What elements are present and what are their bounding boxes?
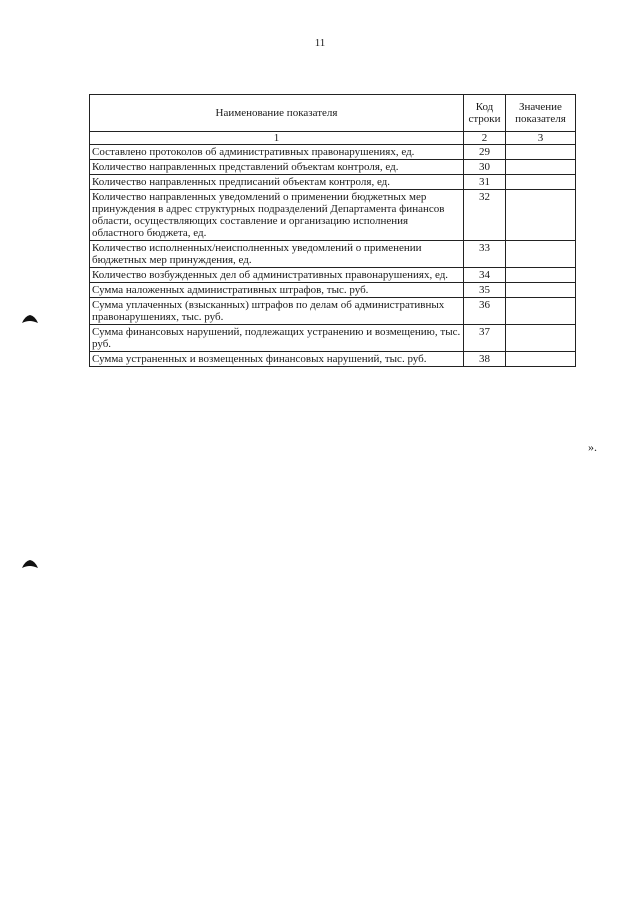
- indicator-name: Сумма наложенных административных штрафов, тыс. руб.: [90, 283, 464, 298]
- row-code: 30: [464, 160, 506, 175]
- column-number: 1: [90, 132, 464, 145]
- indicator-name: Сумма уплаченных (взысканных) штрафов по делам об административных правонарушениях, тыс. руб.: [90, 298, 464, 325]
- indicator-value: [506, 241, 576, 268]
- table-row: [90, 283, 576, 298]
- indicator-value: [506, 175, 576, 190]
- indicator-value: [506, 160, 576, 175]
- row-code: 32: [464, 190, 506, 241]
- indicator-value: [506, 190, 576, 241]
- row-code: 35: [464, 283, 506, 298]
- closing-quote: ».: [588, 440, 597, 454]
- row-code: 31: [464, 175, 506, 190]
- punch-hole-mark: [22, 315, 38, 324]
- indicator-name: Количество направленных уведомлений о применении бюджетных мер принуждения в адрес структурных подразделений Департамента финансов области, осуществляющих составление и организацию исполнения областного бюджета, ед.: [90, 190, 464, 241]
- table-row: [90, 175, 576, 190]
- indicator-value: [506, 298, 576, 325]
- table-row: [90, 352, 576, 367]
- indicator-value: [506, 145, 576, 160]
- indicator-name: Количество направленных предписаний объектам контроля, ед.: [90, 175, 464, 190]
- indicator-name: Составлено протоколов об административных правонарушениях, ед.: [90, 145, 464, 160]
- indicator-value: [506, 352, 576, 367]
- column-number: 2: [464, 132, 506, 145]
- table-row: [90, 241, 576, 268]
- row-code: 37: [464, 325, 506, 352]
- indicator-name: Сумма финансовых нарушений, подлежащих устранению и возмещению, тыс. руб.: [90, 325, 464, 352]
- table-row: [90, 145, 576, 160]
- column-number: 3: [506, 132, 576, 145]
- indicator-value: [506, 283, 576, 298]
- indicators-table: [89, 94, 576, 367]
- header-indicator-name: Наименование показателя: [90, 95, 464, 132]
- row-code: 36: [464, 298, 506, 325]
- row-code: 38: [464, 352, 506, 367]
- table-row: [90, 298, 576, 325]
- indicator-name: Количество направленных представлений объектам контроля, ед.: [90, 160, 464, 175]
- row-code: 34: [464, 268, 506, 283]
- indicator-name: Сумма устраненных и возмещенных финансовых нарушений, тыс. руб.: [90, 352, 464, 367]
- header-row-code: Код строки: [464, 95, 506, 132]
- indicator-value: [506, 268, 576, 283]
- page-number: 11: [314, 37, 326, 49]
- table-row: [90, 268, 576, 283]
- header-indicator-value: Значение показателя: [506, 95, 576, 132]
- punch-hole-mark: [22, 560, 38, 569]
- row-code: 29: [464, 145, 506, 160]
- table-row: [90, 190, 576, 241]
- table-row: [90, 160, 576, 175]
- table-row: [90, 325, 576, 352]
- indicator-value: [506, 325, 576, 352]
- row-code: 33: [464, 241, 506, 268]
- indicator-name: Количество возбужденных дел об административных правонарушениях, ед.: [90, 268, 464, 283]
- indicator-name: Количество исполненных/неисполненных уведомлений о применении бюджетных мер принуждения, ед.: [90, 241, 464, 268]
